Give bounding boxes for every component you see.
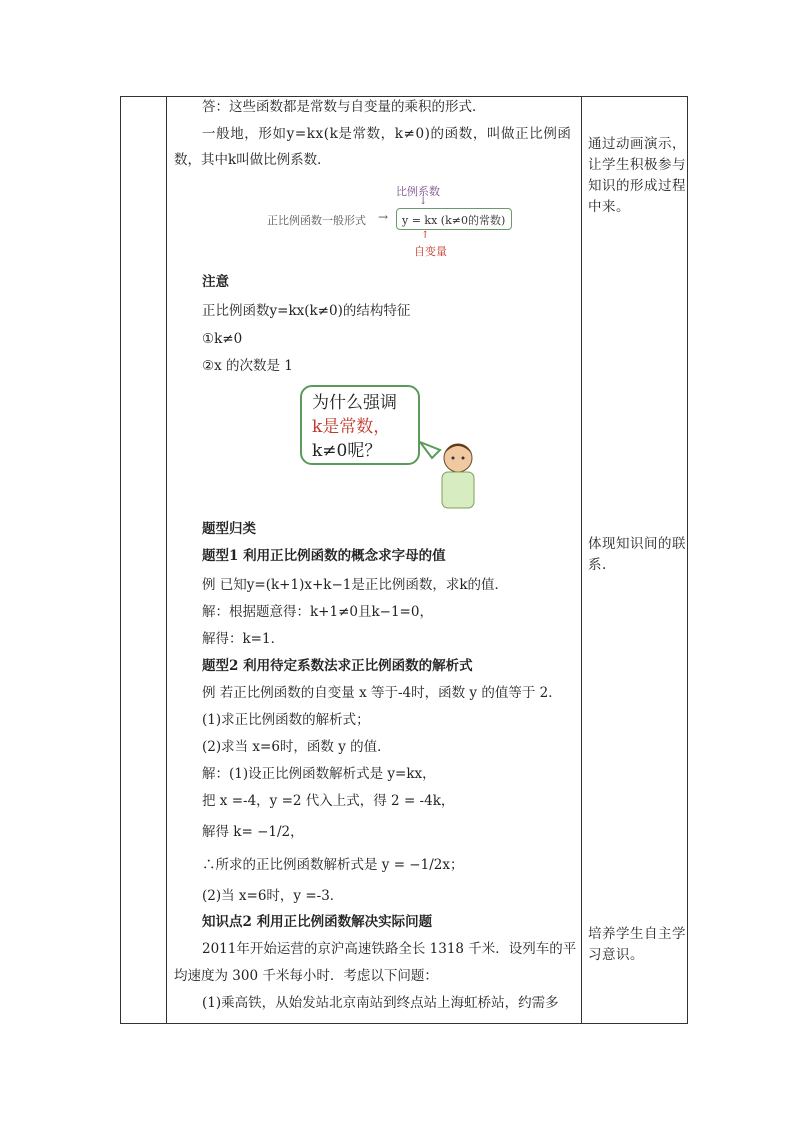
- kp2-title: 知识点2 利用正比例函数解决实际问题: [202, 914, 433, 930]
- bubble-line-1: 为什么强调: [312, 393, 397, 413]
- type2-title: 题型2 利用待定系数法求正比例函数的解析式: [202, 658, 473, 674]
- column-divider: [166, 97, 167, 1023]
- type2-step-3: 解得 k= −1/2，: [202, 824, 304, 840]
- type2-question-2: (2)求当 x=6时，函数 y 的值．: [202, 739, 391, 755]
- definition-line-1: 一般地，形如y=kx(k是常数，k≠0)的函数，叫做正比例函: [202, 126, 572, 142]
- side-note-3: 培养学生自主学习意识。: [588, 926, 686, 963]
- type1-title: 题型1 利用正比例函数的概念求字母的值: [202, 548, 446, 564]
- type1-solution: 解：根据题意得：k+1≠0且k−1=0，: [202, 604, 433, 620]
- kp2-paragraph-2: 均速度为 300 千米每小时．考虑以下问题：: [174, 968, 438, 984]
- arrow-up-icon: ↑: [421, 230, 430, 241]
- thinking-boy-icon: [418, 430, 488, 510]
- type2-step-1: 解：(1)设正比例函数解析式是 y=kx，: [202, 766, 436, 782]
- type2-step-5: (2)当 x=6时，y =-3．: [202, 888, 344, 904]
- column-divider: [581, 97, 582, 1023]
- arrow-down-icon: ↓: [419, 196, 428, 207]
- note-title: 注意: [202, 274, 229, 290]
- kp2-question-1: (1)乘高铁，从始发站北京南站到终点站上海虹桥站，约需多: [202, 995, 559, 1011]
- type2-question-1: (1)求正比例函数的解析式；: [202, 712, 370, 728]
- kp2-paragraph-1: 2011年开始运营的京沪高速铁路全长 1318 千米．设列车的平: [202, 941, 577, 957]
- type2-step-4: ∴所求的正比例函数解析式是 y = −1/2x；: [202, 857, 464, 873]
- diagram-bottom-label: 自变量: [414, 245, 447, 258]
- note-item-1: ①k≠0: [202, 331, 243, 347]
- diagram-top-label: 比例系数: [396, 185, 440, 198]
- answer-text: 答：这些函数都是常数与自变量的乘积的形式．: [202, 99, 486, 115]
- side-note-2: 体现知识间的联系.: [588, 536, 686, 573]
- note-item-2: ②x 的次数是 1: [202, 358, 293, 374]
- section-title: 题型归类: [202, 521, 256, 537]
- type1-result: 解得：k=1．: [202, 631, 285, 647]
- side-note-1: 通过动画演示，让学生积极参与知识的形成过程中来。: [588, 136, 686, 215]
- type1-example: 例 已知y=(k+1)x+k−1是正比例函数，求k的值．: [202, 577, 509, 593]
- definition-line-2: 数，其中k叫做比例系数．: [174, 152, 331, 168]
- arrow-right-icon: →: [378, 210, 389, 224]
- type2-example: 例 若正比例函数的自变量 x 等于-4时，函数 y 的值等于 2．: [202, 685, 562, 701]
- diagram-formula: y = kx (k≠0的常数): [402, 214, 506, 227]
- type2-step-2: 把 x =-4，y =2 代入上式，得 2 = -4k，: [202, 793, 455, 809]
- note-line: 正比例函数y=kx(k≠0)的结构特征: [202, 303, 411, 319]
- speech-bubble: [300, 385, 420, 465]
- diagram-left-label: 正比例函数一般形式: [267, 214, 366, 227]
- bubble-line-2: k是常数，: [312, 417, 391, 437]
- bubble-line-3: k≠0呢？: [312, 441, 382, 461]
